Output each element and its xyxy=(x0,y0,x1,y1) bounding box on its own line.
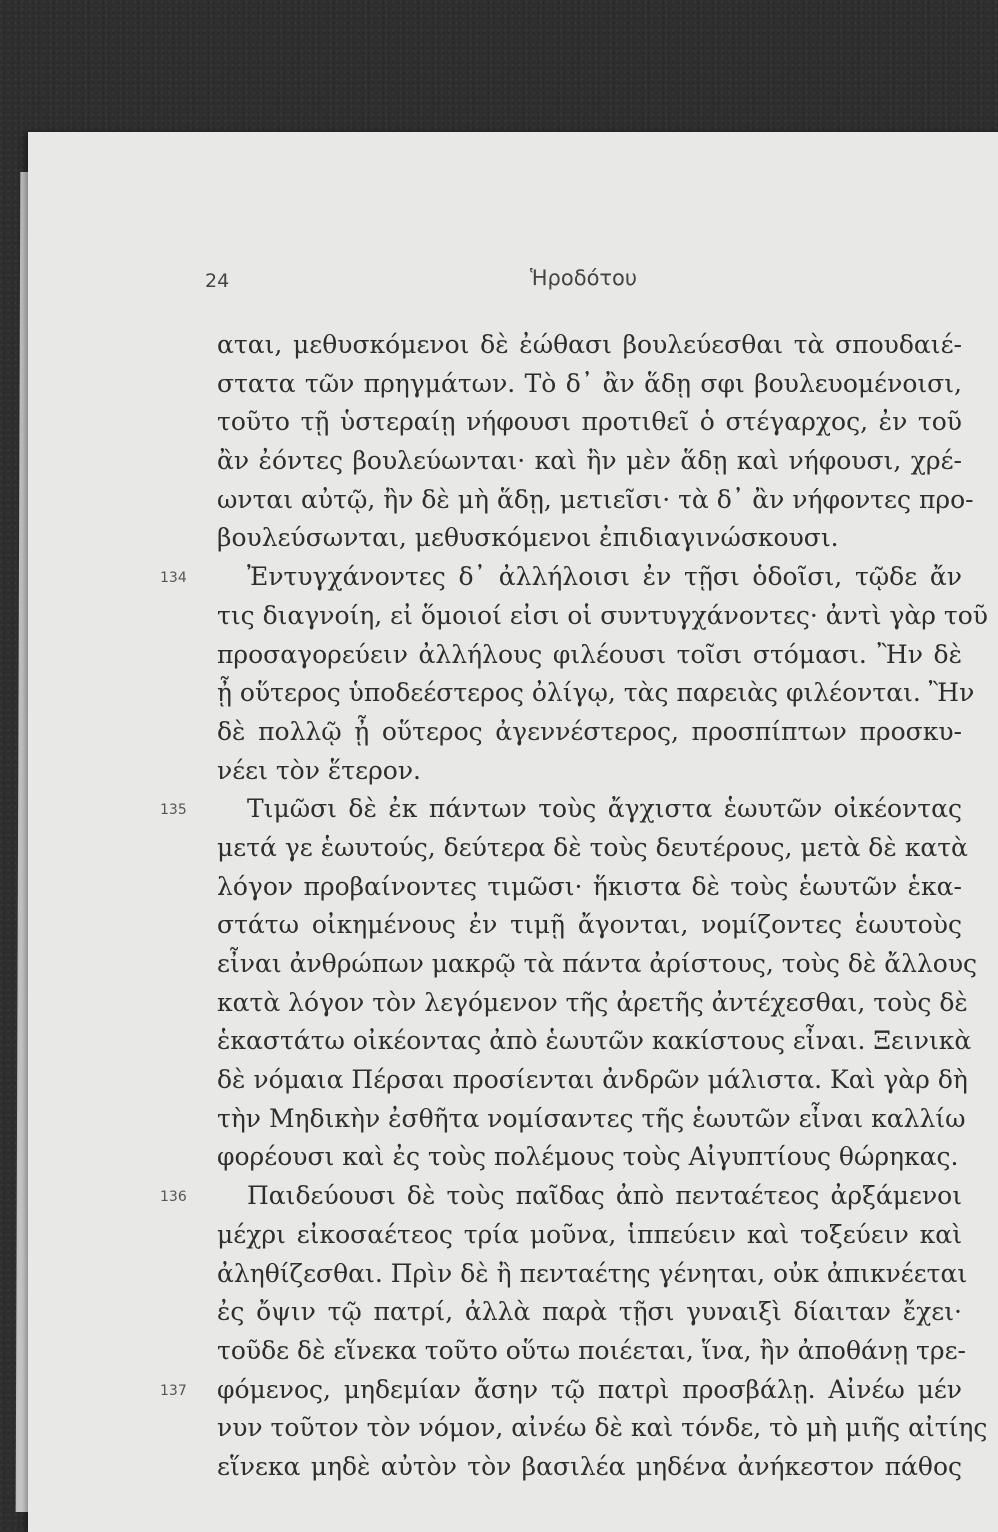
text-line: αται, μεθυσκόμενοι δὲ ἐώθασι βουλεύεσθαι τὰ σπουδαιέ- xyxy=(217,330,962,359)
text-line: κατὰ λόγον τὸν λεγόμενον τῆς ἀρετῆς ἀντέχεσθαι, τοὺς δὲ xyxy=(217,987,968,1017)
text-line: Παιδεύουσι δὲ τοὺς παῖδας ἀπὸ πενταέτεος ἀρξάμενοι xyxy=(247,1181,962,1211)
text-line: νέει τὸν ἕτερον. xyxy=(217,755,421,785)
text-line: μετά γε ἑωυτούς, δεύτερα δὲ τοὺς δευτέρους, μετὰ δὲ κατὰ xyxy=(217,832,968,862)
text-line: τοῦτο τῇ ὑστεραίῃ νήφουσι προτιθεῖ ὁ στέγαρχος, ἐν τοῦ xyxy=(217,407,962,437)
text-line: εἵνεκα μηδὲ αὐτὸν τὸν βασιλέα μηδένα ἀνήκεστον πάθος xyxy=(217,1451,962,1481)
text-line: νυν τοῦτον τὸν νόμον, αἰνέω δὲ καὶ τόνδε, τὸ μὴ μιῆς αἰτίης xyxy=(217,1413,988,1443)
section-number: 134 xyxy=(160,570,187,587)
text-line: προσαγορεύειν ἀλλήλους φιλέουσι τοῖσι στόμασι. Ἢν δὲ xyxy=(217,639,962,669)
text-line: τοῦδε δὲ εἵνεκα τοῦτο οὕτω ποιέεται, ἵνα, ἢν ἀποθάνῃ τρε- xyxy=(217,1335,966,1365)
text-line: βουλεύσωνται, μεθυσκόμενοι ἐπιδιαγινώσκουσι. xyxy=(217,523,839,553)
text-line: ἀληθίζεσθαι. Πρὶν δὲ ἢ πενταέτης γένηται, οὐκ ἀπικνέεται xyxy=(217,1258,968,1288)
text-line: ᾖ οὕτερος ὑποδεέστερος ὀλίγῳ, τὰς παρειὰς φιλέονται. Ἢν xyxy=(217,678,975,708)
section-number: 136 xyxy=(160,1189,187,1206)
text-line: ἑκαστάτω οἰκέοντας ἀπὸ ἑωυτῶν κακίστους εἶναι. Ξεινικὰ xyxy=(217,1026,972,1056)
section-number: 137 xyxy=(160,1382,187,1399)
text-line: φορέουσι καὶ ἐς τοὺς πολέμους τοὺς Αἰγυπτίους θώρηκας. xyxy=(217,1142,959,1172)
text-line: φόμενος, μηδεμίαν ἄσην τῷ πατρὶ προσβάλῃ. Αἰνέω μέν xyxy=(217,1374,962,1404)
page-number: 24 xyxy=(205,270,230,292)
text-line: στάτω οἰκημένους ἐν τιμῇ ἄγονται, νομίζοντες ἑωυτοὺς xyxy=(217,910,962,940)
text-line: δὲ πολλῷ ᾖ οὕτερος ἀγεννέστερος, προσπίπτων προσκυ- xyxy=(217,716,962,746)
text-line: Ἐντυγχάνοντες δ᾽ ἀλλήλοισι ἐν τῇσι ὁδοῖσι, τῷδε ἄν xyxy=(247,562,962,592)
text-line: τις διαγνοίη, εἰ ὅμοιοί εἰσι οἱ συντυγχάνοντες· ἀντὶ γὰρ τοῦ xyxy=(217,600,988,630)
section-number: 135 xyxy=(160,802,187,819)
text-line: λόγον προβαίνοντες τιμῶσι· ἥκιστα δὲ τοὺς ἑωυτῶν ἑκα- xyxy=(217,871,962,901)
text-line: Τιμῶσι δὲ ἐκ πάντων τοὺς ἄγχιστα ἑωυτῶν οἰκέοντας xyxy=(247,794,962,824)
body-text xyxy=(217,326,988,1487)
text-line: εἶναι ἀνθρώπων μακρῷ τὰ πάντα ἀρίστους, τοὺς δὲ ἄλλους xyxy=(217,949,978,978)
text-line: δὲ νόμαια Πέρσαι προσίενται ἀνδρῶν μάλιστα. Καὶ γὰρ δὴ xyxy=(217,1065,968,1095)
text-line: ἂν ἐόντες βουλεύωνται· καὶ ἢν μὲν ἅδῃ καὶ νήφουσι, χρέ- xyxy=(217,446,962,476)
text-line: στατα τῶν πρηγμάτων. Τὸ δ᾽ ἂν ἅδῃ σφι βουλευομένοισι, xyxy=(217,368,962,398)
text-line: ἐς ὄψιν τῷ πατρί, ἀλλὰ παρὰ τῇσι γυναιξὶ δίαιταν ἔχει· xyxy=(217,1297,962,1327)
text-line: μέχρι εἰκοσαέτεος τρία μοῦνα, ἱππεύειν καὶ τοξεύειν καὶ xyxy=(217,1219,962,1249)
running-title: Ἡροδότου xyxy=(530,266,638,290)
text-line: ωνται αὐτῷ, ἢν δὲ μὴ ἅδῃ, μετιεῖσι· τὰ δ᾽ ἂν νήφοντες προ- xyxy=(217,484,974,514)
text-line: τὴν Μηδικὴν ἐσθῆτα νομίσαντες τῆς ἑωυτῶν εἶναι καλλίω xyxy=(217,1103,966,1133)
